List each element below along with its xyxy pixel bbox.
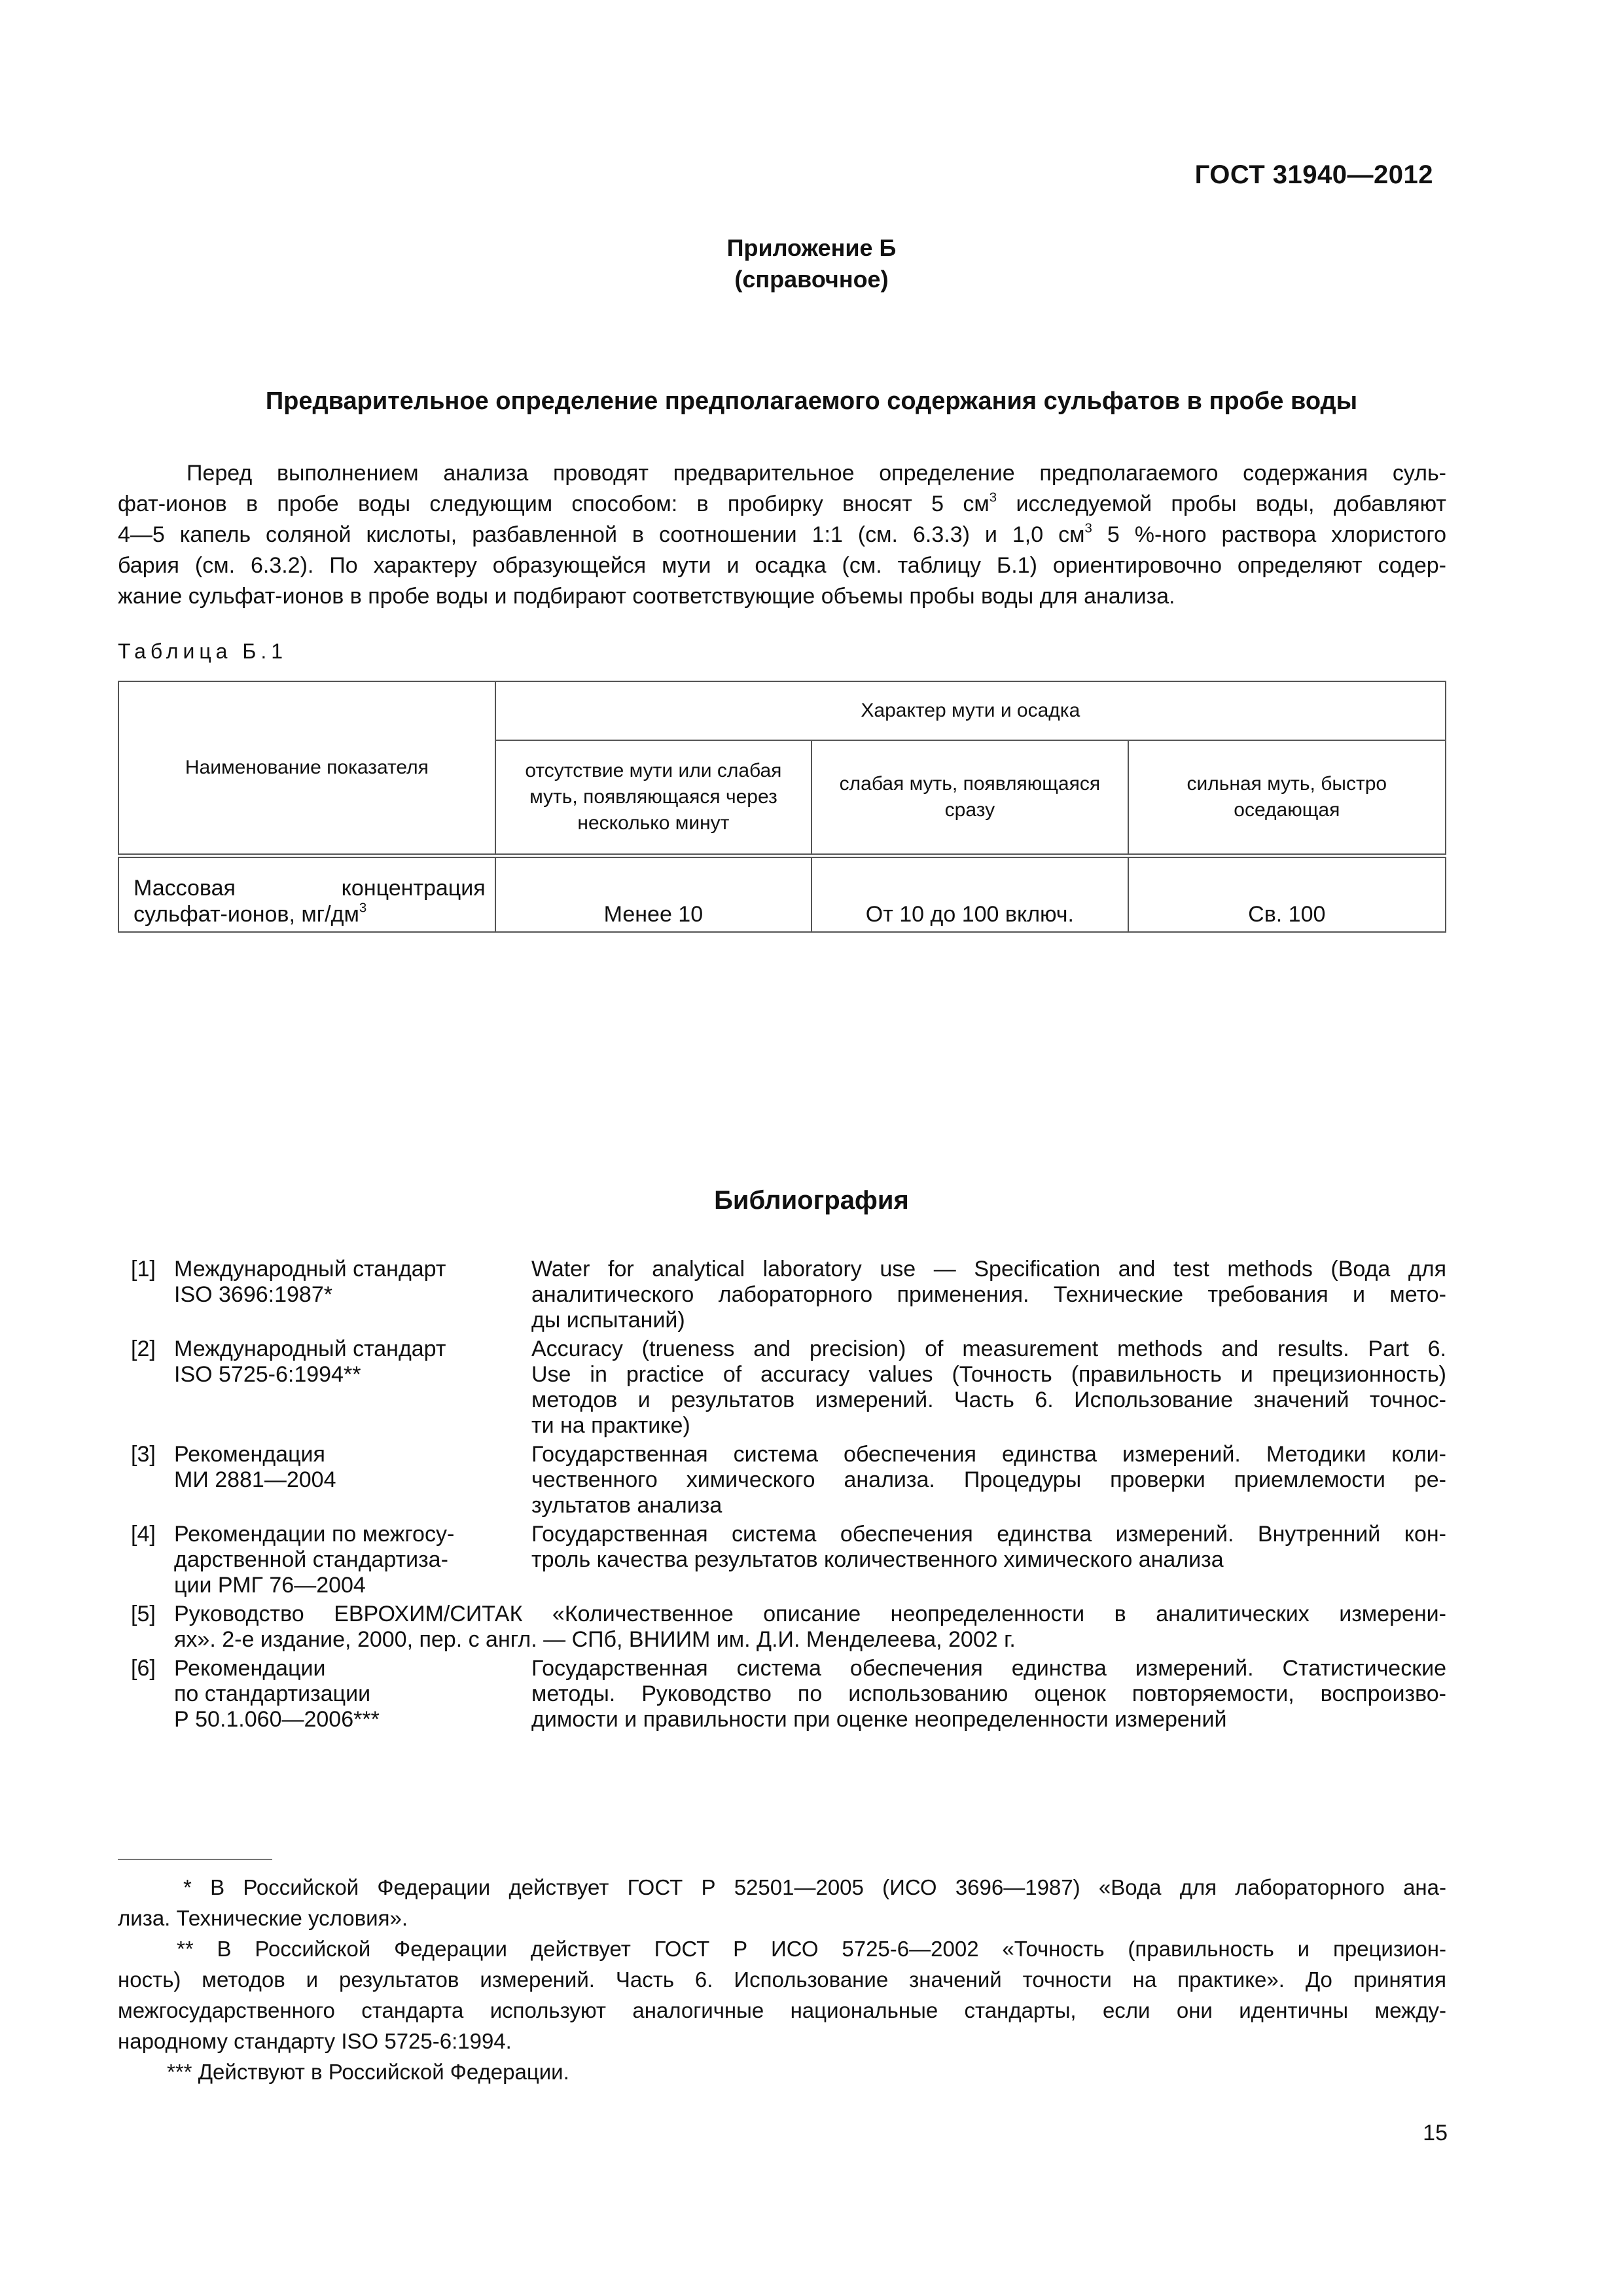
bib-description: Государственная система обеспечения единства измерений. Внутренний кон- троль качества результатов количественного химического анализа xyxy=(531,1522,1446,1572)
intro-paragraph xyxy=(118,458,1446,612)
bib-description: Руководство ЕВРОХИМ/СИТАК «Количественное описание неопределенности в аналитических измерени- ях». 2-е издание, 2000, пер. с англ. — СПб, ВНИИМ им. Д.И. Менделеева, 2002 г. xyxy=(174,1602,1446,1652)
page-number: 15 xyxy=(1423,2121,1448,2145)
bibliography-item xyxy=(131,1257,1446,1333)
bibliography-item xyxy=(131,1602,1446,1653)
document-id: ГОСТ 31940—2012 xyxy=(1194,160,1433,189)
bibliography-list xyxy=(131,1257,1446,1736)
table-row xyxy=(118,856,1446,933)
table-cell: Менее 10 xyxy=(495,856,812,933)
appendix-subtitle: (справочное) xyxy=(734,266,889,293)
bibliography-title: Библиография xyxy=(714,1186,909,1215)
row-label: Массовая концентрация сульфат-ионов, $мг/дм^3$ xyxy=(118,856,495,933)
intro-line: бария (см. 6.3.2). По характеру образующейся мути и осадка (см. таблицу Б.1) ориентировочно определяют содер- xyxy=(118,553,1446,578)
bib-source: Международный стандарт ISO 5725-6:1994** xyxy=(174,1336,446,1387)
bib-description: Water for analytical laboratory use — Specification and test methods (Вода для аналитического лабораторного применения. Технические требования и мето- ды испытаний) xyxy=(531,1257,1446,1333)
bib-number: [1] xyxy=(131,1257,156,1282)
footnote: ** В Российской Федерации действует ГОСТ Р ИСО 5725-6—2002 «Точность (правильность и прецизион- ность) методов и результатов измерений. Часть 6. Использование значений точности на практике». До принятия межгосударственного стандарта используют аналогичные национальные стандарты, если они идентичны между- народному стандарту ISO 5725-6:1994. xyxy=(118,1937,1446,2053)
appendix-heading xyxy=(0,232,1623,295)
bib-source: Рекомендации по стандартизации Р 50.1.060—2006*** xyxy=(174,1656,380,1732)
footnote: *** Действуют в Российской Федерации. xyxy=(167,2060,569,2084)
appendix-title: Приложение Б xyxy=(726,234,897,261)
footnote-divider xyxy=(118,1859,272,1860)
header-indicator: Наименование показателя xyxy=(118,681,495,856)
bib-source: Рекомендации по межгосу- дарственной стандартиза- ции РМГ 76—2004 xyxy=(174,1522,455,1598)
column-header: отсутствие мути или слабая муть, появляющаяся через несколько минут xyxy=(495,740,812,856)
bib-source: Рекомендация МИ 2881—2004 xyxy=(174,1442,336,1492)
bibliography-item xyxy=(131,1336,1446,1439)
table-caption: Таблица Б.1 xyxy=(118,639,288,663)
header-group: Характер мути и осадка xyxy=(495,681,1446,740)
bib-source: Международный стандарт ISO 3696:1987* xyxy=(174,1257,446,1307)
intro-line: фат-ионов в пробе воды следующим способом: в пробирку вносят 5 $см^3$ исследуемой пробы воды, добавляют xyxy=(118,490,1446,516)
bib-description: Государственная система обеспечения единства измерений. Статистические методы. Руководство по использованию оценок повторяемости, воспроизво- димости и правильности при оценке неопределенности измерений xyxy=(531,1656,1446,1732)
bib-description: Accuracy (trueness and precision) of measurement methods and results. Part 6. Use in practice of accuracy values (Точность (правильность и прецизионность) методов и результатов измерений. Часть 6. Использование значений точнос- ти на практике) xyxy=(531,1336,1446,1438)
bib-number: [3] xyxy=(131,1442,156,1467)
bib-number: [5] xyxy=(131,1602,156,1626)
column-header: сильная муть, быстро оседающая xyxy=(1128,740,1446,856)
column-header: слабая муть, появляющаяся сразу xyxy=(812,740,1128,856)
intro-line: жание сульфат-ионов в пробе воды и подбирают соответствующие объемы пробы воды для анализа. xyxy=(118,584,1175,609)
intro-line: Перед выполнением анализа проводят предварительное определение предполагаемого содержания суль- xyxy=(187,461,1446,486)
bib-number: [6] xyxy=(131,1656,156,1681)
sulfate-table xyxy=(118,681,1446,933)
footnote: * В Российской Федерации действует ГОСТ Р 52501—2005 (ИСО 3696—1987) «Вода для лабораторного ана- лиза. Технические условия». xyxy=(118,1875,1446,1930)
table-cell: Св. 100 xyxy=(1128,856,1446,933)
bib-number: [4] xyxy=(131,1522,156,1547)
intro-line: 4—5 капель соляной кислоты, разбавленной в соотношении 1:1 (см. 6.3.3) и 1,0 $см^3$ 5 %-ного раствора хлористого xyxy=(118,521,1446,547)
section-title: Предварительное определение предполагаемого содержания сульфатов в пробе воды xyxy=(265,387,1358,415)
table-header-row xyxy=(118,681,1446,740)
bib-description: Государственная система обеспечения единства измерений. Методики коли- чественного химического анализа. Процедуры проверки приемлемости ре- зультатов анализа xyxy=(531,1442,1446,1518)
bibliography-item xyxy=(131,1442,1446,1518)
table-cell: От 10 до 100 включ. xyxy=(812,856,1128,933)
footnotes xyxy=(118,1872,1446,2087)
bib-number: [2] xyxy=(131,1336,156,1361)
bibliography-item xyxy=(131,1522,1446,1598)
bibliography-item xyxy=(131,1656,1446,1732)
